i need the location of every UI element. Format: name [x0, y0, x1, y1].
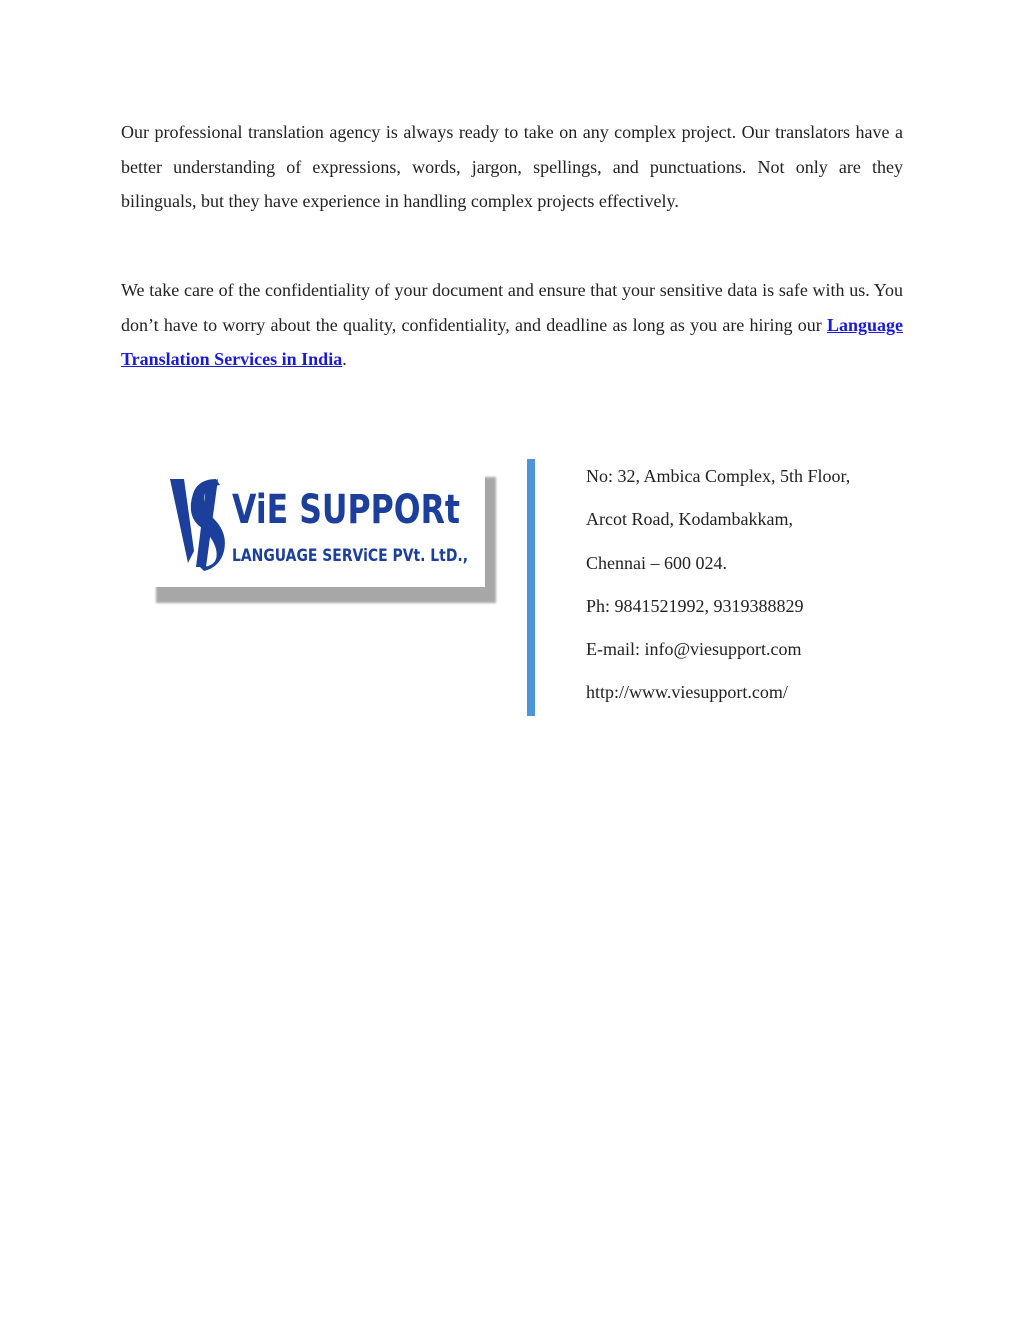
contact-details [586, 455, 850, 715]
paragraph-confidentiality-text: We take care of the confidentiality of your document and ensure that your sensitive data is safe with us. You don’t have to worry about the quality, confidentiality, and deadline as long as you are hiring our [121, 280, 903, 335]
contact-address-line-2: Arcot Road, Kodambakkam, [586, 509, 793, 530]
vertical-divider [527, 459, 535, 716]
company-logo [150, 455, 500, 607]
logo-card [150, 463, 485, 587]
logo-monogram-icon [170, 479, 225, 571]
paragraph-confidentiality [121, 273, 903, 377]
contact-website[interactable]: http://www.viesupport.com/ [586, 682, 788, 703]
paragraph-confidentiality-end: . [342, 349, 347, 369]
contact-address-line-3: Chennai – 600 024. [586, 552, 727, 573]
logo-tagline: LANGUAGE SERViCE PVt. LtD., [232, 546, 468, 566]
language-translation-services-link[interactable]: Language Translation Services in India [121, 314, 903, 369]
contact-address-line-1: No: 32, Ambica Complex, 5th Floor, [586, 466, 851, 486]
paragraph-intro: Our professional translation agency is always ready to take on any complex project. Our translators have a better understanding of expressions, words, jargon, spellings, and punctuations. Not only are they bilinguals, but they have experience in handling complex projects effectively. [121, 122, 903, 211]
logo-wordmark: ViE SUPPORt [232, 487, 460, 533]
contact-email[interactable]: E-mail: info@viesupport.com [586, 639, 802, 660]
contact-phone: Ph: 9841521992, 9319388829 [586, 595, 804, 616]
logo-graphic [150, 463, 485, 587]
